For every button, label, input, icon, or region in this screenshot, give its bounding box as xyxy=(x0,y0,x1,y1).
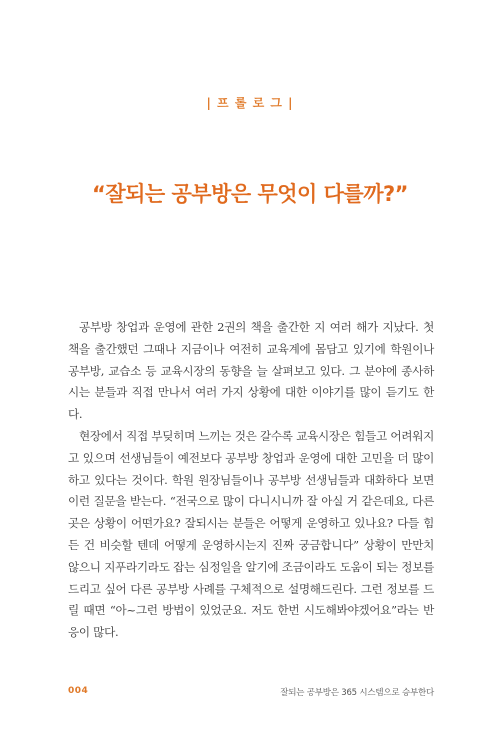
running-footer-title: 잘되는 공부방은 365 시스템으로 승부한다 xyxy=(280,688,434,698)
paragraph: 공부방 창업과 운영에 관한 2권의 책을 출간한 지 여러 해가 지났다. 첫 책을 출간했던 그때나 지금이나 여전히 교육계에 몸담고 있기에 학원이나 공부방, 교습소 등 교육시장의 동향을 늘 살펴보고 있다. 그 분야에 종사하시는 분들과 직접 만나서 여러 가지 상황에 대한 이야기를 많이 듣기도 한다. xyxy=(68,320,434,422)
section-label: | 프 롤 로 그 | xyxy=(206,96,294,110)
chapter-title: “잘되는 공부방은 무엇이 다를까?” xyxy=(92,182,408,206)
page-number: 004 xyxy=(68,686,89,696)
body-text xyxy=(68,317,434,644)
paragraph: 현장에서 직접 부딪히며 느끼는 것은 갈수록 교육시장은 힘들고 어려워지고 있으며 선생님들이 예전보다 공부방 창업과 운영에 대한 고민을 더 많이 하고 있다는 것이다. 학원 원장님들이나 공부방 선생님들과 대화하다 보면 이런 질문을 받는다. “전국으로 많이 다니시니까 잘 아실 거 같은데요, 다른 곳은 상황이 어떤가요? 잘되시는 분들은 어떻게 운영하고 있나요? 다들 힘든 건 비슷할 텐데 어떻게 운영하시는지 진짜 궁금합니다” 상황이 만만치 않으니 지푸라기라도 잡는 심정일을 알기에 조금이라도 도움이 되는 정보를 드리고 싶어 다른 공부방 사례를 구체적으로 설명해드린다. 그런 정보를 드릴 때면 “아~그런 방법이 있었군요. 저도 한번 시도해봐야겠어요”라는 반응이 많다. xyxy=(68,428,434,640)
